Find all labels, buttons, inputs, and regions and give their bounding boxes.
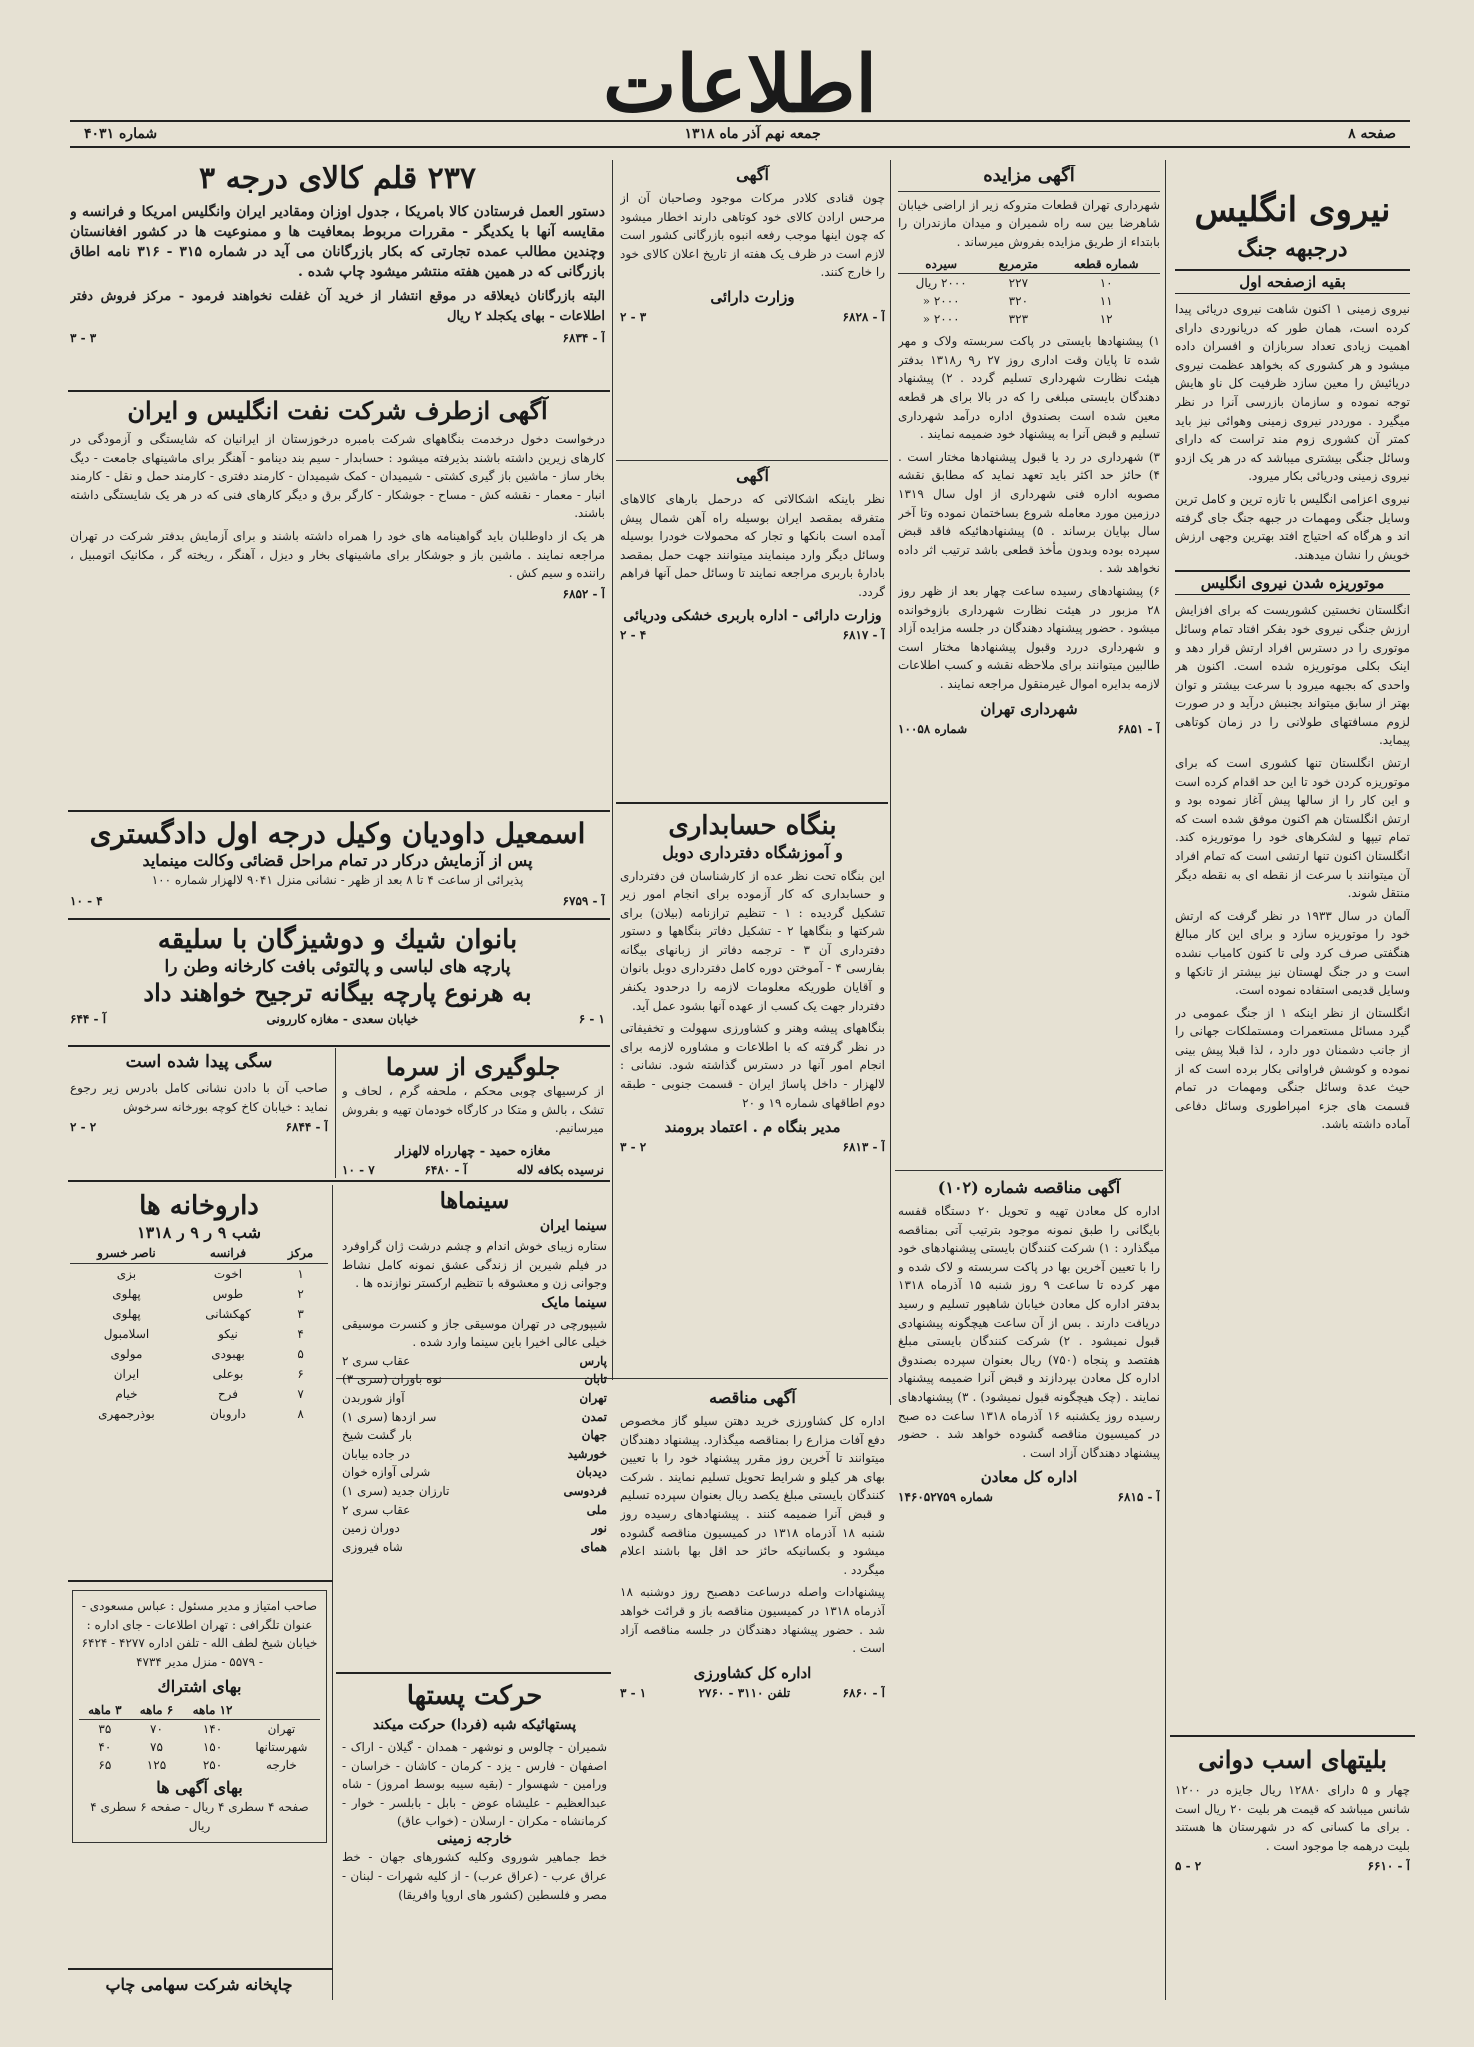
- table-cell: ۱۲: [1099, 312, 1113, 327]
- article-title: نیروی انگلیس: [1194, 190, 1391, 230]
- table-cell: بوعلی: [212, 1366, 244, 1381]
- table-cell: ۱۲۵: [146, 1758, 167, 1773]
- article-paragraph: آلمان در سال ۱۹۳۳ در نظر گرفت که ارتش خود را موتوریزه سازد و برای این کار مبالغ هنگفتی صرف کرد ولی تا کنون کامیاب نشده است و در جنگ لهستان نیز بیشتر از تانکها و وسایل قدیمی استفاده نموده است.: [1175, 908, 1410, 998]
- ad-paragraph: هر یک از داوطلبان باید گواهینامه های خود را همراه داشته باشند و برای آزمایش بدفتر شرکت در تهران مراجعه نمایند . ماشین باز و جوشکار برای ماشینهای بخار و دیزل ، آهنگر ، ریخته گر ، مکانیک اتومبیل ، راننده و سیم کش .: [70, 528, 605, 581]
- column-rule: [332, 1185, 333, 2000]
- ad-reference: ۱ - ۶: [578, 1011, 605, 1026]
- section-title: سینماها: [439, 1188, 510, 1214]
- ad-price-info: صفحه ۴ سطری ۴ ریال - صفحه ۶ سطری ۴ ریال: [90, 1800, 309, 1833]
- cinema-list-item: [342, 1389, 607, 1408]
- table-cell: اسلامبول: [103, 1326, 150, 1341]
- divider: [68, 1045, 610, 1047]
- cinema-list-item: [342, 1445, 607, 1464]
- cinema-name: جهان: [581, 1428, 607, 1443]
- table-cell: ۱۱: [1099, 294, 1113, 309]
- ad-hours: پذیرائی از ساعت ۴ تا ۸ بعد از ظهر - نشانی منزل ۹۰۴۱ لالهزار شماره ۱۰۰: [151, 873, 524, 887]
- cinema-list-item: [342, 1501, 607, 1520]
- ad-title: ۲۳۷ قلم کالای درجه ۳: [199, 161, 476, 196]
- cinema-name: نور: [591, 1521, 607, 1536]
- table-row: [898, 292, 1160, 310]
- ad-title: بانوان شیك و دوشیزگان با سلیقه: [157, 925, 518, 955]
- ad-body: اداره کل معادن تهیه و تحویل ۲۰ دستگاه قفسه بایگانی را طبق نمونه موجود بترتیب آتی بمناقصه میگذارد : ۱) شرکت کنندگان بایستی پیشنهادهای خود را با تعیین آخرین بها در پاکت سربسته و لاک شده و مهر کرده تا ساعت ۹ روز شنبه ۱۵ آذرماه ۱۳۱۸ بدفتر اداره کل معادن خیابان شاهپور تسلیم و رسید دریافت دارند . بس از آن ساعت هیچگونه پیشنهادی قبول نمیشود . ۲) شرکت کنندگان بایستی مبلغ هفتصد و پنجاه (۷۵۰) ریال بعنوان سپرده بصندوق اداره کل معادن بپردازند و قبض آنرا ضمیمه پیشنهاد نمایند . (چک هیچگونه قبول نمیشود) . ۳) پیشنهادهای رسیده روز یکشنبه ۱۶ آذرماه ۱۳۱۸ ساعت ده صبح در کمیسیون مناقصه گشوده خواهد شد . حضور پیشنهاد دهندگان آزاد است .: [898, 1204, 1160, 1460]
- cinema-name: سینما ایران: [539, 1217, 607, 1234]
- ad-paragraph: پیشنهادات واصله درساعت دهصبح روز دوشنبه ۱۸ آذرماه ۱۳۱۸ در کمیسیون مناقصه باز و قرائت خواهد شد . حضور پیشنهاد دهندگان در جلسه مناقصه آزاد است .: [620, 1585, 885, 1656]
- table-row: [70, 1404, 328, 1424]
- ad-body: چون قنادی کلادر مرکات موجود وصاحبان آن از مرحس ارادن کالای خود کوتاهی دارند اخطار میشود که چون اینها موجب رفعه انبوه بازرگانی کشور است لازم است در ظرف یک هفته از تاریخ اعلان کالای خود را خارج کنند.: [620, 191, 885, 280]
- table-cell: ۲: [297, 1286, 304, 1301]
- ad-paragraph: اداره کل کشاورزی خرید دهتن سیلو گاز مخصوص دفع آفات مزارع را بمناقصه میگذارد. پیشنهاد دهندگان میتوانند تا آخرین روز مقرر پیشنهاد خود را با تعیین بهای هر کیلو و شرایط تحویل تسلیم نمایند . شرکت کنندگان بایستی مبلغ یکصد ریال بعنوان سپرده تسلیم و قبض آنرا ضمیمه کنند . پیشنهادهای رسیده روز شنبه ۱۸ آذرماه ۱۳۱۸ در کمیسیون مناقصه گشوده میشود و بکسانیکه حائز حد اقل بها باشند اعلام میگردد .: [620, 1414, 885, 1577]
- divider: [68, 810, 610, 812]
- column-rule: [335, 1048, 336, 1178]
- ad-title: اسمعیل داودیان وکیل درجه اول دادگستری: [89, 817, 586, 850]
- ad-title: آگهی مزایده: [898, 165, 1160, 192]
- section-title: داروخانه ها: [139, 1191, 259, 1221]
- ad-signature: اداره کل معادن: [980, 1468, 1078, 1487]
- ad-line: به هرنوع پارچه بیگانه ترجیح خواهند داد: [143, 977, 532, 1007]
- ad-title: آگهی مناقصه شماره (۱۰۲): [937, 1178, 1121, 1197]
- table-cell: بوذرجمهری: [98, 1406, 155, 1421]
- table-cell: ۱: [297, 1266, 304, 1281]
- ad-reference: شماره ۱۴۶۰۵۲۷۵۹: [898, 1490, 993, 1505]
- table-header: ۳ ماهه: [79, 1701, 131, 1720]
- table-row: [70, 1263, 328, 1284]
- tender-102-ad: [898, 1178, 1160, 1998]
- table-cell: بهبودی: [211, 1346, 245, 1361]
- film-title: در جاده بیابان: [342, 1446, 410, 1461]
- section-subtitle: شب ۹ ر ۹ ر ۱۳۱۸: [137, 1222, 261, 1242]
- ad-reference: آ - ۶۴۸۰: [424, 1162, 467, 1177]
- ad-reference: آ - ۶۸۶۰: [842, 1685, 885, 1700]
- ad-reference: آ - ۶۸۴۴: [285, 1120, 328, 1135]
- ad-signature: وزارت دارائی: [710, 287, 795, 306]
- publisher-box: [72, 1590, 327, 1960]
- table-row: [898, 310, 1160, 328]
- dog-found-ad: [70, 1052, 328, 1177]
- table-row: [70, 1324, 328, 1344]
- section-heading: موتوریزه شدن نیروی انگلیس: [1175, 570, 1410, 595]
- article-subtitle: درجبهه جنگ: [1237, 235, 1348, 262]
- table-header: سیرده: [898, 255, 984, 274]
- ad-body: صاحب آن با دادن نشانی کامل بادرس زیر رجوع نماید : خیابان کاخ کوچه بورخانه سرخوش: [70, 1081, 328, 1114]
- ad-reference: آ - ۶۸۵۲: [562, 586, 605, 601]
- ad-subtitle: و آموزشگاه دفترداری دوبل: [662, 842, 843, 862]
- table-cell: کهکشانی: [205, 1306, 251, 1321]
- film-title: سر ازدها (سری ۱): [342, 1409, 437, 1424]
- ad-body: چهار و ۵ دارای ۱۲۸۸۰ ریال جایزه در ۱۲۰۰ شانس میباشد که قیمت هر بلیت ۲۰ ریال است . برای ما کسانی که در شهرستان ها هستند بلیت درهمه جا موجود است .: [1175, 1783, 1410, 1853]
- table-cell: تهران: [267, 1722, 296, 1737]
- ad-title: بلیتهای اسب دوانی: [1198, 1745, 1387, 1774]
- cinema-list-item: [342, 1482, 607, 1501]
- ad-signature: مدیر بنگاه م . اعتماد برومند: [664, 1118, 841, 1137]
- ad-body: از کرسیهای چوبی محکم ، ملحفه گرم ، لحاف و تشک ، بالش و متکا در کارگاه خودمان تهیه و بفروش میرسانیم.: [342, 1084, 604, 1136]
- horse-race-ad: [1175, 1745, 1410, 1995]
- table-cell: ۲۰۰۰ «: [922, 312, 960, 327]
- divider: [895, 1170, 1163, 1171]
- ad-paragraph: ۳) شهرداری در رد یا قبول پیشنهادها مختار است . ۴) حائز حد اکثر باید تعهد نماید که مطابق نقشه مصوبه اداره فنی شهرداری از اول سال ۱۳۱۹ درزمین مورد معامله شروع بساختمان نموده وتا آخر سال بپایان برساند . ۵) پیشنهادهائیکه فاقد قبض سپرده بوده وبدون مأخذ قطعی باشد ترتیب اثر داده نخواهد شد .: [898, 449, 1160, 576]
- table-cell: ۳۲۳: [1008, 312, 1029, 327]
- ad-title: آگهی: [736, 165, 769, 184]
- table-row: [70, 1284, 328, 1304]
- article-paragraph: نیروی اعزامی انگلیس با تازه ترین و کامل ترین وسایل جنگی ومهمات در جبهه جنگ جای گرفته اند و هرگاه که احتیاج افتد بهترین وجهی ارزش خویش را نشان میدهند.: [1175, 491, 1410, 562]
- ad-reference: آ - ۶۸۱۷: [842, 627, 885, 642]
- divider: [1170, 1735, 1415, 1737]
- section-title: حرکت پستها: [406, 1681, 543, 1711]
- cinema-name: فردوسی: [563, 1484, 607, 1498]
- cold-prevention-ad: [342, 1052, 604, 1177]
- ad-reference: ۲ - ۲: [70, 1120, 97, 1135]
- film-title: عقاب سری ۲: [342, 1502, 411, 1517]
- ad-body: پس از آزمایش درکار در تمام مراحل قضائی وکالت مینماید: [142, 851, 533, 870]
- table-cell: ۱۵۰: [202, 1740, 223, 1755]
- fabric-ad: [70, 924, 605, 1042]
- divider: [336, 1672, 611, 1674]
- printer-credit: چاپخانه شرکت سهامی چاپ: [105, 1975, 293, 1994]
- table-cell: ۳۲۰: [1008, 294, 1029, 309]
- table-cell: ۳: [297, 1306, 304, 1321]
- film-title: شرلی آوازه خوان: [342, 1465, 431, 1480]
- ad-reference: آ - ۶۶۱۰: [1367, 1859, 1410, 1874]
- post-foreign: خط جماهیر شوروی وکلیه کشورهای جهان - خط عراق عرب - (عراق عرب) - از کلیه شهرات - لبنان - مصر و فلسطین (کشور های اروپا وافریقا): [342, 1850, 607, 1902]
- column-rule: [1165, 160, 1166, 2000]
- ad-reference: ۴ - ۲: [620, 627, 647, 642]
- cinema-name: دیدبان: [576, 1465, 607, 1480]
- divider: [68, 1968, 333, 1970]
- table-row: [79, 1756, 320, 1774]
- film-title: تارزان جدید (سری ۱): [342, 1484, 450, 1498]
- notice-ad-1: [620, 165, 885, 455]
- film-title: دوران زمین: [342, 1521, 400, 1536]
- ad-body: شهرداری تهران قطعات متروکه زیر از اراضی خیابان شاهرضا بین سه راه شمیران و میدان مازندران را بابتداء از طریق مزایده بفروش میرساند .: [898, 197, 1160, 249]
- table-cell: نیکو: [218, 1326, 238, 1341]
- cinema-name: سینما مایک: [541, 1294, 607, 1311]
- lawyer-ad: [70, 816, 605, 916]
- cinema-list-item: [342, 1426, 607, 1445]
- table-row: [70, 1304, 328, 1324]
- table-cell: داروبان: [209, 1406, 247, 1421]
- tender-agriculture-ad: [620, 1388, 885, 1998]
- table-header: مرکز: [273, 1243, 328, 1264]
- table-header: مترمربع: [984, 255, 1052, 274]
- ad-signature: نرسیده بکافه لاله: [516, 1162, 604, 1177]
- ad-body: نظر باینکه اشکالاتی که درحمل بارهای کالاهای متفرقه بمقصد ایران بوسیله راه آهن شمال پیش آمده است بانکها و تجار که محمولات خودرا بوسیله وسائل دیگر وارد مینمایند میتوانند جهت حمل بمقصد بادارهٔ باربری مراجعه نمایند تا وسائل حمل آنها فراهم گردد.: [620, 492, 885, 599]
- pharmacies-listing: [70, 1190, 328, 1570]
- accounting-ad: [620, 810, 885, 1370]
- trade-goods-ad: [70, 160, 605, 385]
- ad-reference: آ - ۶۸۵۱: [1117, 721, 1160, 736]
- cinema-list-item: [342, 1538, 607, 1557]
- table-row: [898, 274, 1160, 293]
- ad-price-title: بهای آگهی ها: [156, 1778, 243, 1798]
- cinema-name: تمدن: [581, 1409, 607, 1424]
- ad-reference: ۴ - ۱۰: [70, 893, 103, 908]
- section-subtitle: پستهائیکه شبه (فردا) حرکت میکند: [372, 1716, 577, 1733]
- subscription-table: [79, 1701, 320, 1774]
- ad-paragraph: ۶) پیشنهادهای رسیده ساعت چهار بعد از ظهر روز ۲۸ مزبور در هیئت نظارت شهرداری بازوخوانده میشود . حضور پیشنهاد دهندگان در جلسه مزایده آزاد و شهرداری دررد وقبول پیشنهادها مختار است طالبین میتوانند برای ملاحظه نقشه و کسب اطلاعات لازمه بدایره اموال غیرمنقول مراجعه نمایند .: [898, 584, 1160, 691]
- cinema-description: ستاره زیبای خوش اندام و چشم درشت ژان گراوفرد در فیلم شیرین از زندگی عشق نمونه کامل نشاط وجوانی زن و معشوقه با تنظیم ارکستر نوازنده ها .: [342, 1239, 607, 1291]
- pharmacies-table: [70, 1243, 328, 1424]
- table-cell: ۲۰۰۰ ریال: [915, 276, 967, 291]
- film-title: نوه باوران (سری ۳): [342, 1372, 442, 1387]
- table-cell: ۳۵: [98, 1722, 112, 1737]
- ad-title: سگی پیدا شده است: [125, 1052, 273, 1072]
- issue-date: جمعه نهم آذر ماه ۱۳۱۸: [684, 126, 821, 142]
- column-war-article: [1175, 165, 1410, 1995]
- table-cell: ۷: [297, 1386, 304, 1401]
- continued-note: بقیه ازصفحه اول: [1175, 269, 1410, 294]
- column-rule: [612, 160, 613, 1380]
- dateline: [70, 120, 1410, 148]
- divider: [616, 802, 888, 804]
- ad-paragraph: درخواست دخول درخدمت بنگاههای شرکت بامبره درخوزستان از ایرانیان که شایستگی و آزمودگی در کارهای زیرین داشته باشند بذیرفته میشود : حسابدار - سیم بند دینامو - آهنگر برای ماشینهای جامعت - دیگ بخار ساز - ماشین باز گیری کشتی - شیمیدان - کمک شیمیدان - کارمند دفتری - کارمند حمل و نقل - کارمند انبار - معمار - نقشه کش - مساح - جوشکار - کارگر برق و دیگر کارهای فنی که در هر یک شایستگی داشته باشند.: [70, 432, 605, 521]
- ad-signature: وزارت دارائی - اداره باربری خشکی ودریائی: [623, 607, 882, 624]
- table-cell: ایران: [113, 1366, 140, 1381]
- cinema-name: تهران: [579, 1391, 607, 1406]
- ad-address: مغازه حمید - چهارراه لالهزار: [395, 1143, 551, 1159]
- ad-paragraph: این بنگاه تحت نظر عده از کارشناسان فن دفترداری و حسابداری که کار آزموده برای انجام امور زیر تشکیل گردیده : ۱ - تنظیم ترازنامه (بیلان) برای شرکتها و بنگاهها ۲ - تشکیل دفاتر بنگاهها و دستور دفترداری آن ۳ - ترجمه دفاتر از زبانهای بیگانه بفارسی ۴ - آموختن دوره کامل دفترداری دوبل بانوان و آقایان طوریکه معلومات لازمه را درحدود یکنفر دفتردار جهت یک کسب از عهده آنها بشود عمل آید.: [620, 868, 885, 1013]
- table-cell: ۲۰۰۰ «: [922, 294, 960, 309]
- cinema-name: ملی: [586, 1502, 607, 1517]
- table-header: ناصر خسرو: [70, 1243, 183, 1264]
- ad-address: خیابان سعدی - مغازه کاررونی: [266, 1011, 419, 1026]
- article-paragraph: نیروی زمینی ۱ اکنون شاهت نیروی دریائی پیدا کرده است، همان طور که دریانوردی دارای اهمیت زیادی تعداد سربازان و افسران داده میشود و هر کشوری که بخواهد عظمت نیروی دریائیش را معین سازد ظرفیت کل ناو هایش توجه نموده و سازمان بازرسی آنرا در نظر میگیرد . مورددر نیروی زمینی وهوائی نیز باید کمتر آن کشوری زوم مند تراست که دارای وسائل جنگی بیشتری میباشد که در هر یک ازدو نیروی زمینی ودریائی بکار میرود.: [1175, 302, 1410, 484]
- cinema-list-item: [342, 1463, 607, 1482]
- table-cell: ۷۵: [150, 1740, 163, 1755]
- divider: [68, 918, 610, 920]
- ad-paragraph: ۱) پیشنهادها بایستی در پاکت سربسته ولاک و مهر شده تا پایان وقت اداری روز ۲۷ ر۹ ر۱۳۱۸ بدفتر هیئت نظارت شهرداری تسلیم گردد . ۲) پیشنهاد دهندگان بایستی مبلغی را که در بالا برای هر قطعه معین شده است بصندوق اداره درآمد شهرداری تسلیم و قبض آنرا به پیشنهاد خود ضمیمه نمایند .: [898, 334, 1160, 442]
- film-title: شاه فیروزی: [342, 1539, 403, 1554]
- cinemas-listing: [342, 1188, 607, 1668]
- ad-reference: آ - ۶۸۳۴: [562, 330, 605, 345]
- ad-note: البته بازرگانان ذیعلاقه در موقع انتشار از خرید آن غفلت نخواهند فرمود - مرکز فروش دفتر اطلاعات - بهای یکجلد ۲ ریال: [70, 288, 605, 324]
- table-cell: اخوت: [213, 1266, 243, 1281]
- ad-reference: آ - ۶۷۵۹: [562, 893, 605, 908]
- ad-reference: ۷ - ۱۰: [342, 1162, 375, 1177]
- cinema-name: همای: [580, 1539, 607, 1554]
- oil-company-ad: [70, 396, 605, 806]
- table-cell: خارجه: [266, 1758, 297, 1773]
- table-cell: ۶۵: [98, 1758, 112, 1773]
- film-title: عقاب سری ۲: [342, 1353, 411, 1368]
- film-title: بار گشت شیخ: [342, 1428, 413, 1443]
- table-row: [70, 1384, 328, 1404]
- divider: [68, 1580, 333, 1582]
- post-schedule: [342, 1680, 607, 1998]
- cinema-name: تابان: [584, 1372, 607, 1387]
- subscription-title: بهای اشتراك: [157, 1677, 242, 1697]
- cinema-list-item: [342, 1370, 607, 1389]
- ad-reference: ۲ - ۳: [620, 1140, 647, 1155]
- ad-title: بنگاه حسابداری: [668, 811, 837, 841]
- ad-body: دستور العمل فرستادن کالا بامریکا ، جدول اوزان ومقادیر ایران وانگلیس امریکا و فرانسه و مقایسه آنها با یکدیگر - مقررات مربوط بمعافیت ها و ممنوعیت ها در کشور افغانستان وچندین مطالب عمده تجارتی که بکار بازرگانان می آید در شماره ۳۱۵ - ۳۱۶ نامه اطاق بازرگانی که در همین هفته منتشر میشود چاپ شده .: [70, 203, 605, 281]
- section-subtitle: خارجه زمینی: [436, 1830, 513, 1847]
- cinema-name: پارس: [579, 1353, 607, 1368]
- table-header: شماره قطعه: [1052, 255, 1160, 274]
- masthead-title: اطلاعات: [602, 39, 878, 130]
- ad-reference: شماره ۱۰۰۵۸: [898, 721, 968, 736]
- ad-title: آگهی مناقصه: [709, 1388, 796, 1407]
- table-cell: مولوی: [110, 1346, 143, 1361]
- table-row: [79, 1720, 320, 1739]
- cinema-name: خورشید: [567, 1446, 607, 1461]
- table-cell: ۵: [297, 1346, 304, 1361]
- ad-title: آگهی: [736, 466, 769, 485]
- table-cell: ۲۵۰: [202, 1758, 223, 1773]
- table-row: [70, 1344, 328, 1364]
- post-domestic: شمیران - چالوس و نوشهر - همدان - گیلان - اراک - اصفهان - فارس - یزد - کرمان - کاشان - خراسان - ورامین - شهسوار - (بقیه سیبه بوسط امروز) - شاه عبدالعظیم - علیشاه عوض - بابل - بابلسر - خوار - کرمانشاه - مکران - ارسلان - (خواب عاق): [342, 1740, 607, 1829]
- page-number: صفحه ۸: [1348, 126, 1396, 142]
- film-title: آواز شوربدن: [342, 1391, 405, 1406]
- ad-reference: آ - ۶۸۱۳: [842, 1140, 885, 1155]
- table-cell: ۸: [297, 1406, 304, 1421]
- column-rule: [890, 160, 891, 1405]
- article-paragraph: انگلستان نخستین کشوریست که برای افزایش ارزش جنگی نیروی خود بفکر افتاد تمام وسائل موتوری را در دسترس افراد ارتش قرار دهد و اینک بکلی موتوریزه شده است. اکنون هر واحدی که بجبهه میرود با سرعت بیشتر و توان بهتر از سابق میتواند بجنبش درآید و در صورت لزوم مسافتهای طولانی را در زمان کوتاهی پیماید.: [1175, 603, 1410, 748]
- table-cell: ۷۰: [150, 1722, 163, 1737]
- ad-reference: آ - ۶۸۲۸: [842, 309, 885, 324]
- ad-line: پارچه های لباسی و پالتوئی بافت کارخانه وطن را: [164, 956, 511, 977]
- table-header: ۶ ماهه: [131, 1701, 183, 1720]
- ad-reference: ۲ - ۵: [1175, 1859, 1202, 1874]
- article-paragraph: انگلستان از نظر اینکه ۱ از جنگ عمومی در گیرد مسائل مستعمرات ومستملکات جهانی را از جانب دشمنان دور دارد ، لذا قبلا پیش بینی نموده و کوشش فراوانی بکار برده است که از حیث عدة وسائل جنگی ومهمات در تمام قسمت های جزء امپراطوری وسائل دفاعی آماده داشته باشد.: [1175, 1005, 1410, 1132]
- article-paragraph: ارتش انگلستان تنها کشوری است که برای موتوریزه کردن خود تا این حد اقدام کرده است و این کار را از سالها پیش آغاز نموده بود و ارتش انگلستان هم اکنون موفق شده است که تمام تیپها و لشکرهای خود را موتوریزه کند. انگلستان اکنون تنها ارتشی است که تمام افراد آن میتوانند با سرعت از نقطه ای به نقطه دیگر منتقل شوند.: [1175, 756, 1410, 901]
- table-cell: ۲۲۷: [1008, 276, 1029, 291]
- ad-reference: ۳ - ۳: [70, 330, 97, 345]
- table-cell: پهلوی: [112, 1286, 141, 1301]
- cinema-list: [342, 1352, 607, 1557]
- column-auction: [898, 165, 1160, 1165]
- table-header: ۱۲ ماهه: [182, 1701, 242, 1720]
- table-header: فرانسه: [183, 1243, 273, 1264]
- cinema-list-item: [342, 1408, 607, 1427]
- ad-reference: آ - ۶۴۴: [70, 1011, 107, 1026]
- table-cell: ۴: [297, 1326, 304, 1341]
- publisher-info: صاحب امتیاز و مدیر مسئول : عباس مسعودی - عنوان تلگرافی : تهران اطلاعات - جای اداره : خیابان شیخ لطف الله - تلفن اداره ۴۲۷۷ - ۶۴۲۴ - ۵۵۷۹ - منزل مدیر ۴۷۳۴: [81, 1599, 318, 1669]
- cinema-list-item: [342, 1519, 607, 1538]
- table-cell: ۱۰: [1099, 276, 1113, 291]
- ad-reference: ۱ - ۳: [620, 1685, 647, 1700]
- divider: [68, 390, 610, 392]
- table-cell: شهرستانها: [255, 1740, 308, 1755]
- divider: [616, 460, 888, 461]
- auction-table: [898, 255, 1160, 328]
- divider: [68, 1180, 610, 1182]
- table-cell: طوس: [212, 1286, 244, 1301]
- table-cell: خیام: [115, 1386, 138, 1401]
- ad-signature: شهرداری تهران: [980, 699, 1078, 718]
- ad-signature: اداره کل کشاورزی: [693, 1663, 812, 1682]
- ad-reference: تلفن ۳۱۱۰ - ۲۷۶۰: [698, 1685, 791, 1700]
- issue-number: شماره ۴۰۳۱: [84, 126, 158, 142]
- notice-ad-2: [620, 466, 885, 796]
- table-row: [70, 1364, 328, 1384]
- cinema-list-item: [342, 1352, 607, 1371]
- table-row: [79, 1738, 320, 1756]
- ad-reference: آ - ۶۸۱۵: [1117, 1490, 1160, 1505]
- ad-paragraph: بنگاههای پیشه وهنر و کشاورزی سهولت و تخفیفاتی در نظر گرفته که با اطلاعات و مشاوره لازمه برای انجام امور آنها در دسترس گذاشته شود. نشانی : لالهزار - داخل پاساژ ایران - قسمت جنوبی - طبقه دوم اطاقهای شماره ۱۹ و ۲۰: [620, 1021, 885, 1110]
- ad-title: آگهی ازطرف شرکت نفت انگلیس و ایران: [127, 396, 548, 425]
- table-cell: ۶: [297, 1366, 304, 1381]
- ad-title: جلوگیری از سرما: [385, 1052, 561, 1081]
- table-cell: بزی: [116, 1266, 137, 1281]
- table-cell: فرح: [217, 1386, 239, 1401]
- table-cell: ۴۰: [98, 1740, 112, 1755]
- ad-reference: ۳ - ۲: [620, 309, 647, 324]
- table-cell: پهلوی: [112, 1306, 141, 1321]
- table-cell: ۱۴۰: [202, 1722, 223, 1737]
- cinema-description: شیپورچی در تهران موسیقی جاز و کنسرت موسیقی خیلی عالی اخیرا باین سینما وارد شده .: [342, 1316, 607, 1350]
